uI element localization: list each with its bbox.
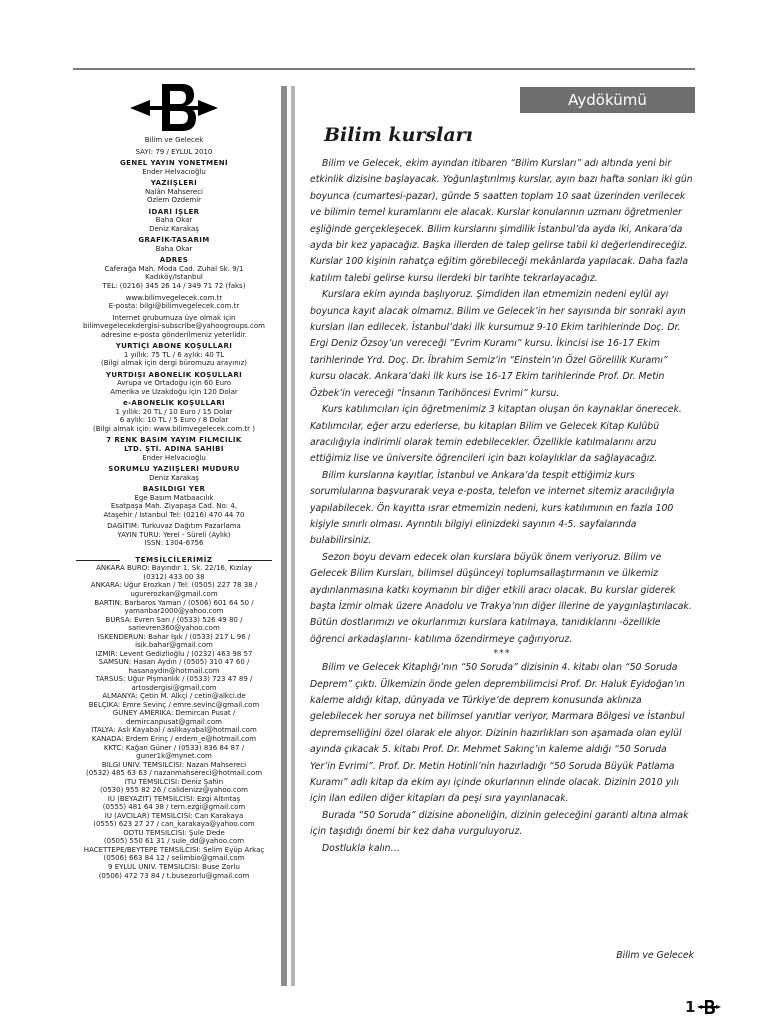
representative-line: isik.bahar@gmail.com (135, 641, 213, 650)
article-paragraph: Bilim ve Gelecek Kitaplığı’nın “50 Soruda” dizisinin 4. kitabı olan “50 Soruda Deprem” çıktı. Ülkemizin önde gelen deprembilimcisi Prof. Dr. Haluk Eyidoğan’ın kaleme aldığı kitap, dünyada ve Türkiye’de deprem konusunda aklınıza gelebilecek her soruya net bilimsel yanıtlar veriyor, Marmara Bölgesi ve İstanbul depremselliğini özel olarak ele alıyor. Dizinin hazırlıkları son aşamada olan eylül ayında çıkacak 5. kitabı Prof. Dr. Mehmet Sakınç’ın kaleme aldığı “50 Soruda Yer’in Evrimi”. Prof. Dr. Metin Hotinli’nin hazırladığı “50 Soruda Büyük Patlama Kuramı” adlı kitap da ekim ayı içinde okurlarının elinde olacak. Dizinin 2010 yılı için ilan edilen diğer kitapları da peşi sıra yayınlanacak. (310, 662, 685, 805)
representative-line: SAMSUN: Hasan Aydın / (0505) 310 47 60 / (98, 658, 250, 667)
representative-line: yamanbar2000@yahoo.com (124, 607, 224, 616)
representative-line: TARSUS: Uğur Pişmanlık / (0533) 723 47 89 / (95, 675, 253, 684)
representative-line: BARTIN: Barbaros Yaman / (0506) 601 64 50 / (94, 598, 254, 607)
masthead-line: bilimvegelecekdergisi-subscribe@yahoogroups.com (83, 322, 265, 331)
representative-line: ODTÜ TEMSİLCİSİ: Şule Dede (123, 828, 225, 837)
masthead-line: Deniz Karakaş (149, 224, 199, 233)
representative-line: hasanaydin@hotmail.com (128, 666, 220, 675)
masthead-line: www.bilimvegelecek.com.tr (125, 293, 223, 302)
masthead-line: Amerika ve Uzakdoğu için 120 Dolar (110, 387, 238, 396)
masthead-heading: 7 RENK BASIM YAYIM FİLMCİLİK (106, 436, 242, 445)
bilim-ve-gelecek-logo-icon (128, 82, 220, 134)
representative-line: HACETTEPE/BEYTEPE TEMSİLCİSİ: Selim Eyüp Arkaç (83, 845, 265, 854)
representative-line: (0530) 955 82 26 / calidenizz@yahoo.com (100, 786, 248, 795)
masthead-heading: SORUMLU YAZIİŞLERİ MÜDÜRÜ (108, 465, 240, 474)
masthead-line: Ege Basım Matbaacılık (134, 493, 214, 502)
masthead-line: 1 yıllık: 75 TL / 6 aylık: 40 TL (123, 350, 225, 359)
masthead-heading: GRAFİK-TASARIM (138, 236, 210, 245)
representatives-list (76, 564, 272, 880)
representative-line: (0506) 472 73 84 / t.busezorlu@gmail.com (98, 871, 250, 880)
article-title: Bilim kursları (324, 124, 473, 146)
representative-line: BİLGİ ÜNİV. TEMSİLCİSİ: Nazan Mahsereci (101, 760, 247, 769)
page-number: 1 (685, 998, 696, 1016)
masthead-line: Avrupa ve Ortadoğu için 60 Euro (116, 379, 232, 388)
representative-line: BELÇİKA: Emre Sevinç / emre.sevinc@gmail.com (88, 700, 260, 709)
article-paragraph: Bilim ve Gelecek, ekim ayından itibaren “Bilim Kursları” adı altında yeni bir etkinlik dizisine başlayacak. Yoğunlaştırılmış kurslar, ayın bazı hafta sonları iki gün boyunca (cumartesi-pazar), günde 5 saatten toplam 10 saat üzerinden verilecek ve bilimin temel kuramlarını ele alacak. Kurslar konularının uzmanı öğretmenler eşliğinde gerçekleşecek. Bilim kurslarını şimdilik İstanbul’da ayda iki, Ankara’da ayda bir kez yapacağız. Başka illerden de talep gelirse tabii ki değerlendireceğiz. Kurslar 100 kişinin rahatça eğitim görebileceği mekânlarda yapılacak. Daha fazla katılım talebi gelirse kursu ilerdeki bir tarihte tekrarlayacağız. (310, 158, 693, 284)
masthead-column (76, 82, 272, 880)
masthead-info (76, 136, 272, 548)
representative-line: ALMANYA: Çetin M. Alkçi / cetin@alkci.de (102, 692, 246, 701)
masthead-line: Ataşehir / İstanbul Tel: (0216) 470 44 70 (103, 510, 245, 519)
column-divider-secondary (291, 86, 295, 986)
masthead-line: Caferağa Mah. Moda Cad. Zuhal Sk. 9/1 (104, 264, 244, 273)
representative-line: (0532) 485 63 63 / nazanmahsereci@hotmail.com (85, 769, 263, 778)
column-divider (281, 86, 287, 986)
masthead-heading: ADRES (159, 256, 189, 265)
masthead-line: Kadıköy/İstanbul (145, 273, 203, 282)
representative-line: ANKARA BÜRO: Bayındır 1. Sk. 22/16, Kızılay (96, 564, 252, 573)
representative-line: ugurerozkan@gmail.com (130, 589, 218, 598)
representative-line: İTALYA: Aslı Kayabal / aslikayabal@hotmail.com (91, 726, 257, 735)
masthead-line: 6 aylık: 10 TL / 5 Euro / 8 Dolar (119, 416, 229, 425)
representative-line: (0505) 550 61 31 / sule_dd@yahoo.com (103, 837, 245, 846)
top-rule (73, 68, 695, 70)
article-paragraph: Sezon boyu devam edecek olan kurslara büyük önem veriyoruz. Bilim ve Gelecek Bilim Kursları, bilimsel düşünceyi toplumsallaştırmanın ve ülkemiz aydınlanmasına katkı koymanın bir diğer etkili aracı olacak. Bu kurslar giderek başta İzmir olmak üzere Anadolu ve Trakya’nın diğer illerine de yaygınlaştırılacak. Bütün dostlarımızı ve okurlarımızı kurslara katılmaya, tanıdıklarını -özellikle öğrenci arkadaşlarını- katılıma özendirmeye çağırıyoruz. (310, 551, 692, 645)
representative-line: BURSA: Evren Sarı / (0533) 526 49 80 / (105, 615, 243, 624)
masthead-line: Baha Okar (155, 216, 193, 225)
representatives-heading: TEMSİLCİLERİMİZ (76, 556, 272, 565)
masthead-heading: LTD. ŞTİ. ADINA SAHİBİ (124, 445, 224, 453)
masthead-line: (Bilgi almak için: www.bilimvegelecek.com.tr ) (93, 424, 255, 433)
masthead-line: 1 yıllık: 20 TL / 10 Euro / 15 Dolar (115, 407, 233, 416)
representative-line: KKTC: Kağan Güner / (0533) 836 84 87 / (103, 743, 245, 752)
masthead-line: Ender Helvacıoğlu (142, 167, 206, 176)
masthead-heading: e-ABONELİK KOŞULLARI (122, 399, 226, 408)
representative-line: guner1k@mynet.com (136, 752, 212, 761)
masthead-line: SAYI: 79 / EYLÜL 2010 (135, 147, 213, 156)
masthead-heading: YAZIİŞLERİ (150, 179, 198, 188)
masthead-heading: YURTİÇİ ABONE KOŞULLARI (115, 342, 233, 351)
article-paragraph: Kurs katılımcıları için öğretmenimiz 3 kitaptan oluşan ön kaynaklar önerecek. Katılımcılar, eğer arzu ederlerse, bu kitapları Bilim ve Gelecek Kitap Kulübü aracılığıyla indirimli olarak temin edebilecekler. Özellikle katılmalarını arzu ettiğimiz lise ve üniversite öğrencileri için bazı kolaylıklar da sağlayacağız. (310, 404, 682, 465)
masthead-line: YAYIN TÜRÜ: Yerel - Süreli (Aylık) (117, 530, 231, 539)
masthead-line: Ender Helvacıoğlu (142, 453, 206, 462)
masthead-line: ISSN: 1304-6756 (144, 539, 204, 548)
representative-line: sarievren360@yahoo.com (128, 624, 220, 633)
masthead-line: Baha Okar (155, 244, 193, 253)
masthead-heading: GENEL YAYIN YÖNETMENİ (120, 159, 228, 168)
representative-line: İZMİR: Levent Gedizlioğlu / (0232) 463 98 57 (95, 649, 253, 658)
logo-mini-icon (697, 999, 721, 1015)
representative-line: artosdergisi@gmail.com (131, 683, 217, 692)
masthead-line: Bilim ve Gelecek (144, 136, 204, 144)
section-separator: *** (493, 648, 511, 660)
article-paragraph: Bilim kurslarına kayıtlar, İstanbul ve Ankara’da tespit ettiğimiz kurs sorumlularına başvurarak veya e-posta, telefon ve internet sitemiz aracılığıyla yapılabilecek. Ön kayıtta ısrar etmemizin nedeni, kurs katılımının en fazla 100 kişiyle sınırlı olması. Ayrıntılı bilgiyi elinizdeki sayının 4-5. sayfalarında bulabilirsiniz. (310, 469, 675, 547)
representative-line: İÜ (AVCILAR) TEMSİLCİSİ: Can Karakaya (104, 811, 244, 820)
representative-line: ANKARA: Uğur Erozkan / Tel: (0505) 227 78 38 / (90, 581, 258, 590)
masthead-line: TEL: (0216) 345 26 14 / 349 71 72 (faks) (102, 281, 246, 290)
masthead-line: Nalân Mahsereci (145, 187, 203, 196)
representative-line: GÜNEY AMERİKA: Demircan Pusat / (112, 709, 236, 718)
masthead-line: (Bilgi almak için dergi büromuzu arayınız) (101, 359, 247, 368)
masthead-heading: İDARİ İŞLER (148, 207, 200, 216)
representative-line: demircanpusat@gmail.com (126, 717, 222, 726)
representative-line: (0506) 663 84 12 / selimbio@gmail.com (103, 854, 245, 863)
article-paragraph: Burada “50 Soruda” dizisine aboneliğin, dizinin geleceğini garanti altına almak için taşıdığı önemi bir kez daha vurguluyoruz. (310, 809, 689, 838)
page-footer (685, 998, 721, 1016)
article-paragraph: Dostlukla kalın… (322, 842, 400, 854)
masthead-heading: BASILDIĞI YER (142, 485, 206, 494)
section-tag: Aydökümü (520, 87, 695, 113)
representative-line: KANADA: Erdem Erinç / erdem_e@hotmail.com (91, 735, 257, 743)
masthead-line: DAĞITIM: Turkuvaz Dağıtım Pazarlama (107, 522, 241, 531)
article-paragraph: Kurslara ekim ayında başlıyoruz. Şimdiden ilan etmemizin nedeni eylül ayı boyunca kayıt alacak olmamız. Bilim ve Gelecek’in her sayısında bir sonraki ayın kursları ilan edilecek. İstanbul’daki ilk kursumuz 9-10 Ekim tarihlerinde Doç. Dr. Ergi Deniz Özsoy’un vereceği “Evrim Kuramı” kursu. İkincisi ise 16-17 Ekim tarihlerinde Yrd. Doç. Dr. İbrahim Semiz’in “Einstein’ın Özel Görelilik Kuramı” kursu olacak. Ankara’daki ilk kurs ise 16-17 Ekim tarihlerinde Prof. Dr. Metin Özbek’in vereceği “İnsanın Tarihöncesi Evrimi” kursu. (310, 289, 686, 399)
representative-line: İSKENDERUN: Bahar Işık / (0533) 217 L 96 / (97, 632, 251, 641)
masthead-line: Deniz Karakaş (149, 473, 199, 482)
masthead-line: Özlem Özdemir (146, 196, 202, 205)
article-signature: Bilim ve Gelecek (616, 950, 694, 961)
representative-line: İTÜ TEMSİLCİSİ: Deniz Şahin (124, 777, 224, 786)
article-body (310, 156, 694, 857)
representative-line: (0555) 481 64 38 / tern.ezgi@gmail.com (102, 803, 246, 812)
representative-line: (0312) 433 00 38 (143, 572, 205, 581)
representative-line: İÜ (BEYAZIT) TEMSİLCİSİ: Ezgi Altıntaş (107, 794, 241, 803)
masthead-line: adresine e-posta gönderilmeniz yeterlidir. (101, 330, 247, 339)
representative-line: 9 EYLÜL ÜNİV. TEMSİLCİSİ: Buse Zorlu (108, 862, 240, 871)
masthead-line: E-posta: bilgi@bilimvegelecek.com.tr (108, 302, 240, 311)
masthead-line: Internet grubumuza üye olmak için (112, 313, 236, 322)
masthead-heading: YURTDIŞI ABONELİK KOŞULLARI (105, 370, 243, 379)
masthead-line: Esatpaşa Mah. Ziyapaşa Cad. No: 4, (110, 502, 238, 511)
representative-line: (0555) 623 27 27 / can_karakaya@yahoo.com (93, 820, 255, 829)
